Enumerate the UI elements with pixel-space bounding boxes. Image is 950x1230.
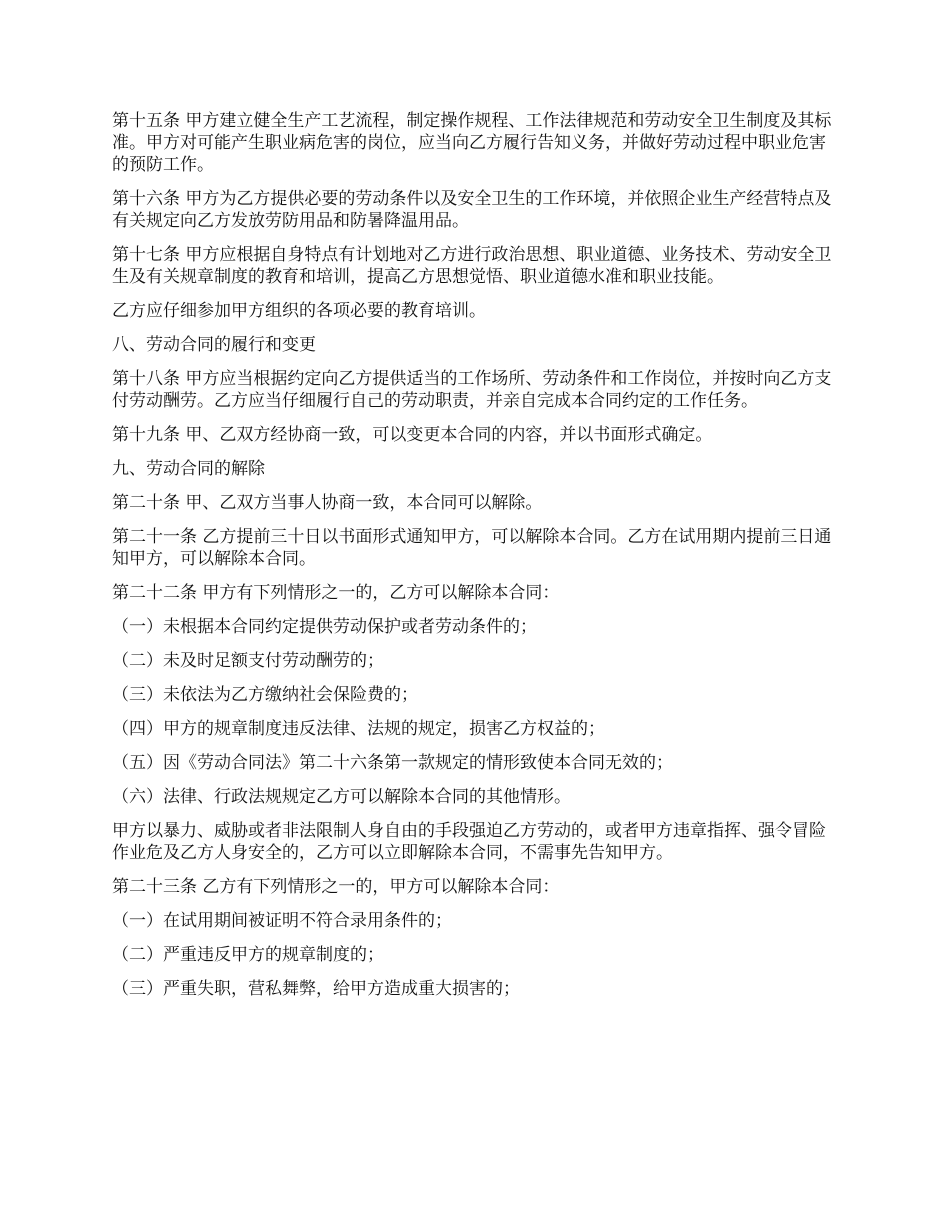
list-item-22-4: （四）甲方的规章制度违反法律、法规的规定，损害乙方权益的； xyxy=(112,719,605,739)
section-heading-9: 九、劳动合同的解除 xyxy=(112,459,265,479)
list-item-22-2: （二）未及时足额支付劳动酬劳的； xyxy=(112,651,384,671)
paragraph-article-21: 第二十一条 乙方提前三十日以书面形式通知甲方，可以解除本合同。乙方在试用期内提前三日通知甲方，可以解除本合同。 xyxy=(112,527,832,569)
list-item-22-6: （六）法律、行政法规规定乙方可以解除本合同的其他情形。 xyxy=(112,787,571,807)
paragraph-article-17: 第十七条 甲方应根据自身特点有计划地对乙方进行政治思想、职业道德、业务技术、劳动安全卫生及有关规章制度的教育和培训，提高乙方思想觉悟、职业道德水准和职业技能。 xyxy=(112,245,832,287)
paragraph-training-note: 乙方应仔细参加甲方组织的各项必要的教育培训。 xyxy=(112,301,486,321)
document-body xyxy=(112,110,842,1012)
paragraph-article-15: 第十五条 甲方建立健全生产工艺流程，制定操作规程、工作法律规范和劳动安全卫生制度及其标准。甲方对可能产生职业病危害的岗位，应当向乙方履行告知义务，并做好劳动过程中职业危害的预防工作。 xyxy=(112,111,832,175)
list-item-23-1: （一）在试用期间被证明不符合录用条件的； xyxy=(112,911,452,931)
list-item-23-2: （二）严重违反甲方的规章制度的； xyxy=(112,945,384,965)
list-item-22-3: （三）未依法为乙方缴纳社会保险费的； xyxy=(112,685,418,705)
paragraph-article-22: 第二十二条 甲方有下列情形之一的，乙方可以解除本合同： xyxy=(112,583,560,603)
paragraph-article-16: 第十六条 甲方为乙方提供必要的劳动条件以及安全卫生的工作环境，并依照企业生产经营特点及有关规定向乙方发放劳防用品和防暑降温用品。 xyxy=(112,189,832,231)
paragraph-article-19: 第十九条 甲、乙双方经协商一致，可以变更本合同的内容，并以书面形式确定。 xyxy=(112,425,713,445)
paragraph-article-23: 第二十三条 乙方有下列情形之一的，甲方可以解除本合同： xyxy=(112,877,560,897)
paragraph-immediate-termination: 甲方以暴力、威胁或者非法限制人身自由的手段强迫乙方劳动的，或者甲方违章指挥、强令冒险作业危及乙方人身安全的，乙方可以立即解除本合同，不需事先告知甲方。 xyxy=(112,821,826,863)
paragraph-article-20: 第二十条 甲、乙双方当事人协商一致，本合同可以解除。 xyxy=(112,493,543,513)
section-heading-8: 八、劳动合同的履行和变更 xyxy=(112,335,316,355)
list-item-23-3: （三）严重失职，营私舞弊，给甲方造成重大损害的； xyxy=(112,979,520,999)
paragraph-article-18: 第十八条 甲方应当根据约定向乙方提供适当的工作场所、劳动条件和工作岗位，并按时向乙方支付劳动酬劳。乙方应当仔细履行自己的劳动职责，并亲自完成本合同约定的工作任务。 xyxy=(112,369,832,411)
list-item-22-5: （五）因《劳动合同法》第二十六条第一款规定的情形致使本合同无效的； xyxy=(112,753,673,773)
list-item-22-1: （一）未根据本合同约定提供劳动保护或者劳动条件的； xyxy=(112,617,537,637)
